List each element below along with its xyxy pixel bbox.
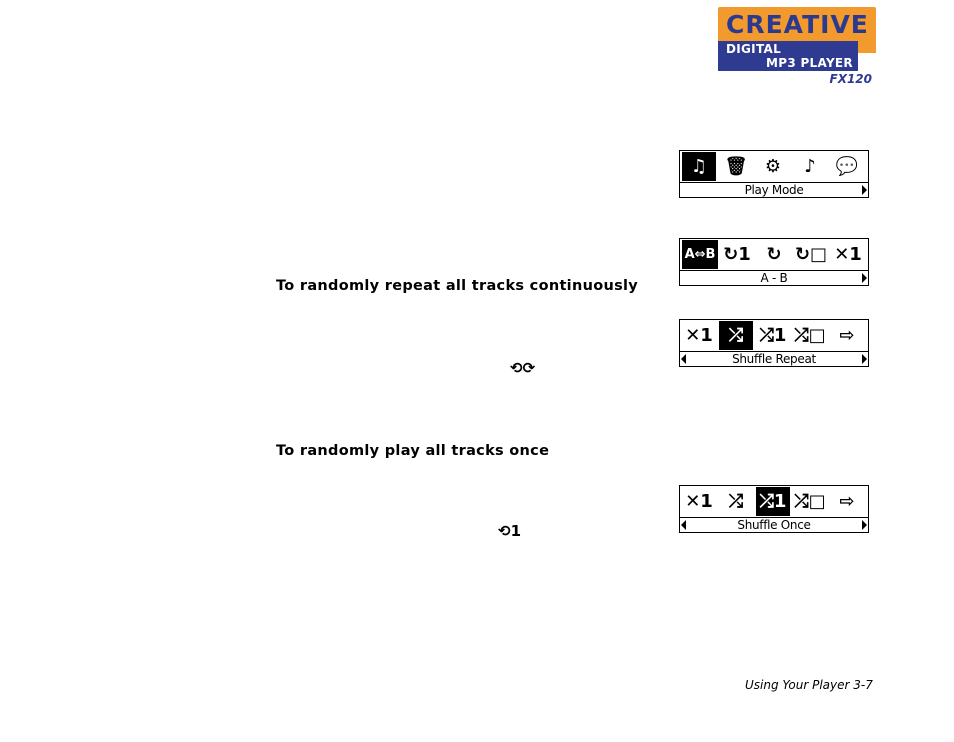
arrow-right-icon: ⇨ <box>839 490 855 512</box>
shuffle-repeat-icon: ⤮ <box>719 321 753 350</box>
logo-model: FX120 <box>829 72 872 86</box>
logo-line-1: DIGITAL <box>726 42 782 56</box>
repeat-icon: ↻ <box>766 243 782 265</box>
lcd-icon-row <box>682 321 866 351</box>
arrow-right-icon <box>862 185 867 195</box>
lcd-label: Play Mode <box>744 183 804 197</box>
arrow-right-icon <box>862 273 867 283</box>
heading-shuffle-once: To randomly play all tracks once <box>276 443 550 459</box>
normal-once-icon: ✕1 <box>685 490 713 512</box>
shuffle-folder-icon: ⤮□ <box>794 490 826 512</box>
shuffle-folder-icon: ⤮□ <box>794 324 826 346</box>
arrow-right-icon <box>862 354 867 364</box>
creative-logo <box>718 7 876 87</box>
heading-shuffle-repeat: To randomly repeat all tracks continuously <box>276 278 639 294</box>
music-note-icon: ♪ <box>804 155 816 177</box>
logo-fold <box>858 41 876 53</box>
shuffle-repeat-status-icon: ⟲⟳ <box>510 359 536 377</box>
trash-icon: 🗑 <box>724 155 748 177</box>
lcd-shuffle-once <box>679 485 869 533</box>
repeat-folder-icon: ↻□ <box>794 243 828 265</box>
logo-line-2: MP3 PLAYER <box>766 56 853 70</box>
lcd-play-mode <box>679 238 869 286</box>
shuffle-repeat-icon: ⤮ <box>728 490 744 512</box>
arrow-right-icon: ⇨ <box>839 324 855 346</box>
arrow-right-icon <box>862 520 867 530</box>
shuffle-once-icon: ⤮1 <box>759 324 787 346</box>
speech-bubble-icon: 💬 <box>835 155 859 177</box>
lcd-shuffle-repeat <box>679 319 869 367</box>
lcd-icon-row <box>682 152 866 182</box>
logo-brand-text: CREATIVE <box>726 10 869 39</box>
play-mode-icon: ♫ <box>682 152 716 181</box>
normal-once-icon: ✕1 <box>685 324 713 346</box>
lcd-label: Shuffle Once <box>737 518 811 532</box>
ab-repeat-icon: A⇔B <box>682 240 718 269</box>
page-footer: Using Your Player 3-7 <box>745 678 873 692</box>
lcd-icon-row <box>682 240 866 270</box>
shuffle-once-icon: ⤮1 <box>756 487 790 516</box>
lcd-label: Shuffle Repeat <box>732 352 816 366</box>
settings-icon: ⚙ <box>764 155 782 177</box>
shuffle-once-status-icon: ⟲1 <box>498 522 522 540</box>
lcd-main-menu <box>679 150 869 198</box>
normal-once-icon: ✕1 <box>834 243 862 265</box>
lcd-label: A - B <box>760 271 788 285</box>
lcd-icon-row <box>682 487 866 517</box>
repeat-one-icon: ↻1 <box>723 243 751 265</box>
